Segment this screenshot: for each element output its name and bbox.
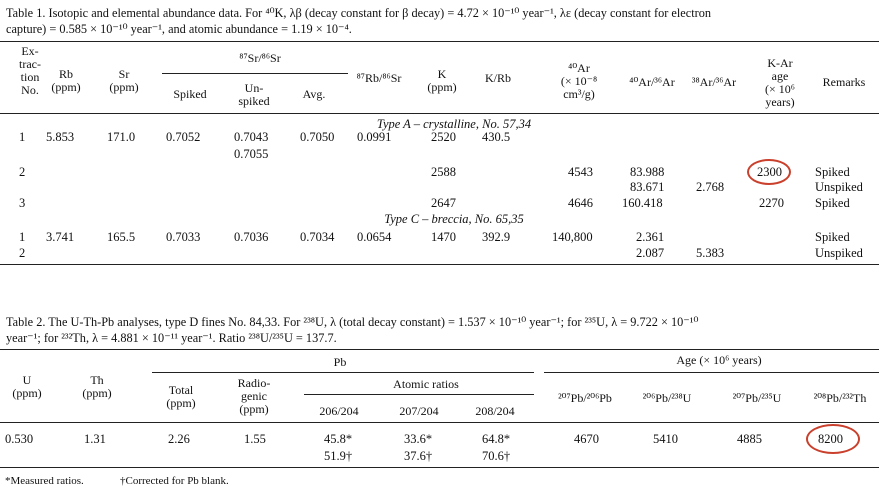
t1-a2-ar4036a: 83.988 [630, 165, 665, 179]
t1-h-k-2: (ppm) [427, 80, 457, 94]
t1-h-uns-2: spiked [238, 94, 270, 108]
t2-header-u [0, 374, 54, 400]
t2-header-a2: ²⁰⁶Pb/²³⁸U [642, 391, 692, 405]
t2-header-age: Age (× 10⁶ years) [676, 353, 762, 367]
t1-header-ar40 [550, 62, 608, 101]
table2-bottom-rule [0, 467, 879, 468]
t2-header-206: 206/204 [319, 404, 359, 418]
t1-a2-k: 2588 [431, 165, 456, 179]
t1-h-sr-1: Sr [118, 67, 130, 81]
table1-bottom-rule [0, 264, 879, 265]
t2-header-a1: ²⁰⁷Pb/²⁰⁶Pb [558, 391, 612, 405]
t2-header-208: 208/204 [475, 404, 515, 418]
t1-c2-remark: Unspiked [815, 246, 863, 260]
t1-a2-remark1: Spiked [815, 165, 850, 179]
t1-h-rb-2: (ppm) [51, 80, 81, 94]
t1-a2-ar3836: 2.768 [696, 180, 725, 194]
t2-header-a4: ²⁰⁸Pb/²³²Th [813, 391, 867, 405]
t1-a3-age: 2270 [759, 196, 784, 210]
t1-h-ext-2: trac- [19, 57, 41, 71]
t1-c1-avg: 0.7034 [300, 230, 335, 244]
t1-c2-ar4036: 2.087 [636, 246, 665, 260]
t1-a1-unspiked: 0.7043 [234, 130, 269, 144]
t1-c1-no: 1 [19, 230, 26, 244]
t1-a3-ar40: 4646 [568, 196, 593, 210]
t1-a1-no: 1 [19, 130, 26, 144]
t1-a1-spiked: 0.7052 [166, 130, 201, 144]
t1-a3-k: 2647 [431, 196, 456, 210]
t2-h-rad-1: Radio- [237, 376, 271, 390]
t1-h-age-2: age [771, 69, 789, 83]
t1-c1-unspiked: 0.7036 [234, 230, 269, 244]
table1-caption [6, 5, 876, 37]
table2-top-rule [0, 349, 879, 350]
t1-h-k-1: K [437, 67, 447, 81]
table2-caption-line2: year⁻¹; for ²³²Th, λ = 4.881 × 10⁻¹¹ year⁻¹. Ratio ²³⁸U/²³⁵U = 137.7. [6, 331, 337, 345]
t2-a3: 4885 [737, 432, 762, 446]
t1-h-ext-1: Ex- [21, 44, 39, 58]
t2-total: 2.26 [168, 432, 190, 446]
t2-header-radiogenic [226, 377, 282, 416]
t2-header-th [70, 374, 124, 400]
t1-a3-ar4036: 160.418 [622, 196, 663, 210]
t2-h-th-1: Th [90, 373, 104, 387]
t1-a2-remark2: Unspiked [815, 180, 863, 194]
table2-caption-line1: Table 2. The U-Th-Pb analyses, type D fines No. 84,33. For ²³⁸U, λ (total decay constant) = 1.537 × 10⁻¹⁰ year⁻¹; for ²³⁵U, λ = 9.722 × 10⁻¹⁰ [6, 315, 699, 329]
t2-h-u-1: U [22, 373, 32, 387]
t1-header-k [418, 68, 466, 94]
t2-age-rule [544, 372, 879, 373]
t2-footnote-corrected: †Corrected for Pb blank. [120, 475, 229, 487]
t1-c1-rb: 3.741 [46, 230, 75, 244]
t1-section-c: Type C – breccia, No. 65,35 [384, 212, 524, 226]
t1-a3-no: 3 [19, 196, 26, 210]
t1-h-age-3: (× 10⁶ [765, 82, 795, 96]
t1-c1-rbsr: 0.0654 [357, 230, 392, 244]
t1-c1-krb: 392.9 [482, 230, 511, 244]
t1-a2-age: 2300 [757, 165, 782, 179]
t1-a1-sr: 171.0 [107, 130, 136, 144]
t2-header-a3: ²⁰⁷Pb/²³⁵U [732, 391, 782, 405]
t1-h-ar-1: ⁴⁰Ar [568, 61, 590, 75]
t2-header-atomic: Atomic ratios [393, 377, 459, 391]
t2-a2: 5410 [653, 432, 678, 446]
t2-pb-rule [152, 372, 534, 373]
table1-caption-line1: Table 1. Isotopic and elemental abundance data. For ⁴⁰K, λβ (decay constant for β decay) = 4.72 × 10⁻¹⁰ year⁻¹, λε (decay constant for electron [6, 6, 712, 20]
t2-h-total-2: (ppm) [166, 396, 196, 410]
table1-caption-line2: capture) = 0.585 × 10⁻¹⁰ year⁻¹, and atomic abundance = 1.19 × 10⁻⁴. [6, 22, 352, 36]
t1-header-spiked: Spiked [173, 87, 207, 101]
t1-c1-ar40: 140,800 [552, 230, 593, 244]
t1-h-ext-3: tion [20, 70, 40, 84]
t1-header-ar38-36: ³⁸Ar/³⁶Ar [691, 75, 737, 89]
t2-h-u-2: (ppm) [12, 386, 42, 400]
t2-th: 1.31 [84, 432, 106, 446]
t2-header-pb: Pb [333, 355, 347, 369]
t2-a1: 4670 [574, 432, 599, 446]
t2-radiogenic: 1.55 [244, 432, 266, 446]
t2-r208b: 70.6† [482, 449, 511, 463]
t2-header-total [154, 384, 208, 410]
t2-r207a: 33.6* [404, 432, 433, 446]
t1-header-avg: Avg. [302, 87, 326, 101]
t1-c1-ar4036: 2.361 [636, 230, 665, 244]
t1-sr-ratio-rule [162, 73, 348, 74]
t2-r206a: 45.8* [324, 432, 353, 446]
t1-h-rb-1: Rb [58, 67, 73, 81]
t1-c1-spiked: 0.7033 [166, 230, 201, 244]
t1-a1-krb: 430.5 [482, 130, 511, 144]
t1-header-rb [44, 68, 88, 94]
t1-c1-sr: 165.5 [107, 230, 136, 244]
t1-header-k-rb: K/Rb [484, 71, 511, 85]
t2-u: 0.530 [5, 432, 34, 446]
t1-header-extraction [14, 45, 46, 97]
annotation-circle-2300 [747, 159, 791, 185]
table1-header-rule [0, 113, 879, 114]
t2-r206b: 51.9† [324, 449, 353, 463]
t2-h-th-2: (ppm) [82, 386, 112, 400]
t1-header-unspiked [228, 82, 280, 108]
t2-h-rad-2: genic [241, 389, 267, 403]
t1-a1-unspiked2: 0.7055 [234, 147, 269, 161]
t2-header-207: 207/204 [399, 404, 439, 418]
t2-atomic-rule [304, 394, 534, 395]
t1-a2-ar40: 4543 [568, 165, 593, 179]
t1-section-a: Type A – crystalline, No. 57,34 [376, 117, 532, 131]
t2-h-rad-3: (ppm) [239, 402, 269, 416]
t1-h-ext-4: No. [21, 83, 39, 97]
t1-a1-k: 2520 [431, 130, 456, 144]
t1-header-sr [102, 68, 146, 94]
t1-header-ar40-36: ⁴⁰Ar/³⁶Ar [629, 75, 675, 89]
table1-top-rule [0, 41, 879, 42]
t1-h-ar-3: cm³/g) [563, 87, 595, 101]
t2-h-total-1: Total [168, 383, 194, 397]
table2-header-rule [0, 422, 879, 423]
t1-a2-no: 2 [19, 165, 26, 179]
t1-h-uns-1: Un- [244, 81, 264, 95]
t1-h-sr-2: (ppm) [109, 80, 139, 94]
t1-a1-rb: 5.853 [46, 130, 75, 144]
t2-r208a: 64.8* [482, 432, 511, 446]
table2-caption [6, 314, 876, 346]
t1-c1-k: 1470 [431, 230, 456, 244]
t1-h-age-4: years) [765, 95, 795, 109]
t2-footnote-measured: *Measured ratios. [5, 475, 84, 487]
t1-c2-ar3836: 5.383 [696, 246, 725, 260]
t2-a4: 8200 [818, 432, 843, 446]
t1-h-ar-2: (× 10⁻⁸ [560, 74, 598, 88]
t1-a3-remark: Spiked [815, 196, 850, 210]
t1-h-age-1: K-Ar [767, 56, 793, 70]
t1-header-rb-sr: ⁸⁷Rb/⁸⁶Sr [356, 71, 402, 85]
t1-header-remarks: Remarks [822, 75, 866, 89]
t1-c2-no: 2 [19, 246, 26, 260]
t1-header-sr-ratio: ⁸⁷Sr/⁸⁶Sr [239, 51, 281, 65]
t1-a1-avg: 0.7050 [300, 130, 335, 144]
t1-a1-rbsr: 0.0991 [357, 130, 392, 144]
t2-r207b: 37.6† [404, 449, 433, 463]
t1-c1-remark: Spiked [815, 230, 850, 244]
annotation-circle-8200 [806, 424, 860, 454]
t1-a2-ar4036b: 83.671 [630, 180, 665, 194]
t1-header-kar-age [752, 57, 808, 109]
